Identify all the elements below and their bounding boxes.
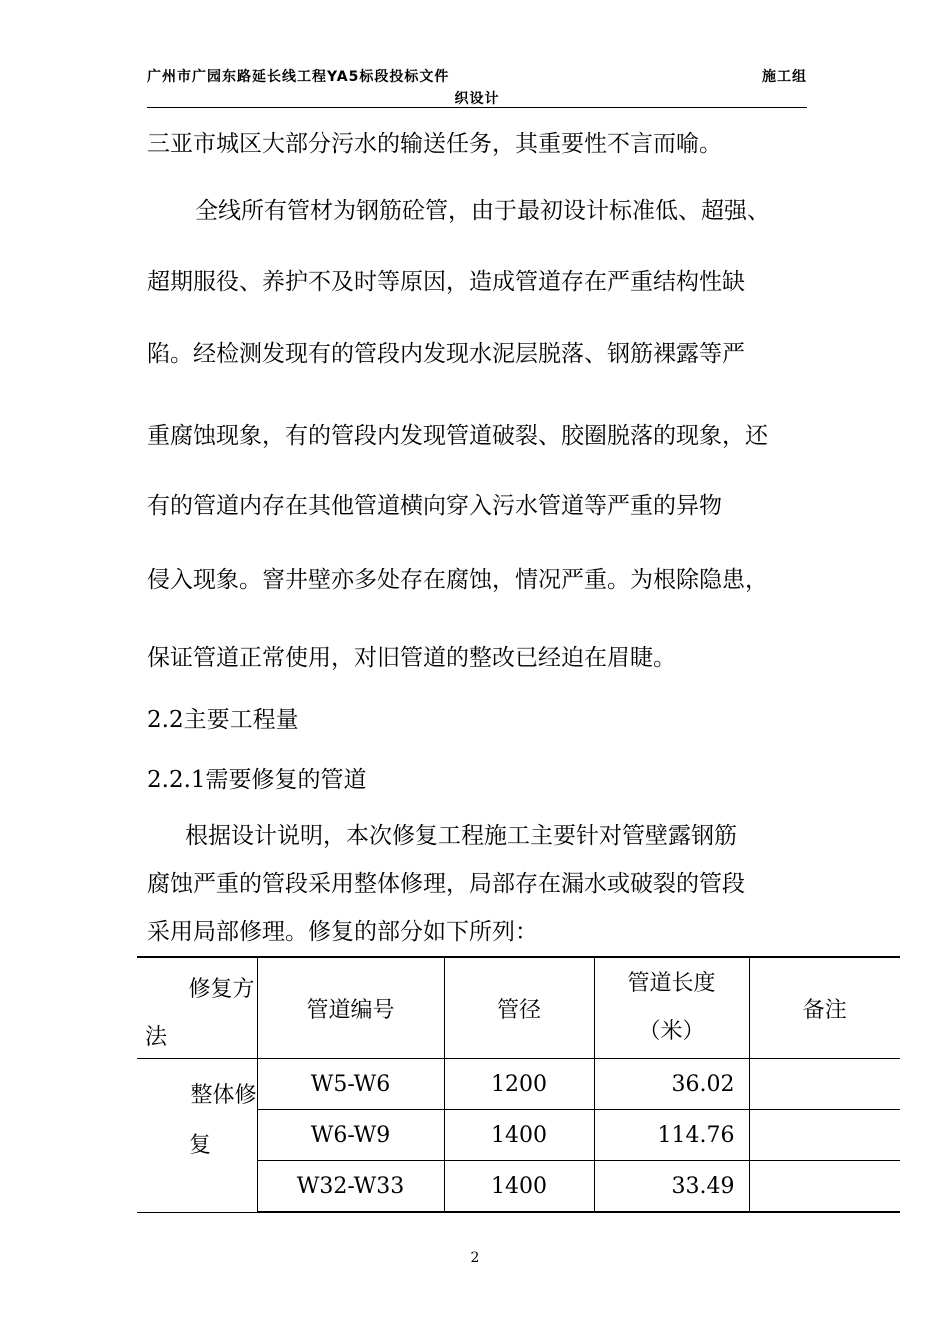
header-length-line1: 管道长度 xyxy=(627,971,716,996)
body-line-2: 全线所有管材为钢筋砼管，由于最初设计标准低、超强、 xyxy=(195,198,770,224)
header-method-line1: 修复方 xyxy=(188,977,255,1002)
intro-line-3: 采用局部修理。修复的部分如下所列： xyxy=(147,919,538,945)
header-method xyxy=(137,957,257,1059)
remark-cell xyxy=(749,1059,900,1110)
method-line1: 整体修 xyxy=(190,1083,257,1108)
pipe-id-cell: W5-W6 xyxy=(257,1059,444,1110)
repair-pipes-table xyxy=(137,956,900,1213)
intro-line-2: 腐蚀严重的管段采用整体修理，局部存在漏水或破裂的管段 xyxy=(147,871,745,897)
header-title-right: 施工组 xyxy=(762,69,807,85)
method-cell xyxy=(137,1059,257,1213)
body-line-1: 三亚市城区大部分污水的输送任务，其重要性不言而喻。 xyxy=(147,131,722,157)
method-line2: 复 xyxy=(189,1133,212,1158)
length-cell: 36.02 xyxy=(594,1059,749,1110)
header-remark: 备注 xyxy=(749,957,900,1059)
diameter-cell: 1200 xyxy=(444,1059,594,1110)
body-line-3: 超期服役、养护不及时等原因，造成管道存在严重结构性缺 xyxy=(147,269,745,295)
header-length xyxy=(594,957,749,1059)
body-line-6: 有的管道内存在其他管道横向穿入污水管道等严重的异物 xyxy=(147,493,722,519)
length-cell: 114.76 xyxy=(594,1110,749,1161)
table-header-row xyxy=(137,957,900,1059)
section-heading: 2.2主要工程量 xyxy=(147,707,299,733)
header-title: 广州市广园东路延长线工程YA5标段投标文件 xyxy=(147,69,450,85)
pipe-id-cell: W6-W9 xyxy=(257,1110,444,1161)
page-number: 2 xyxy=(470,1250,480,1266)
diameter-cell: 1400 xyxy=(444,1161,594,1213)
header-pipe-id: 管道编号 xyxy=(257,957,444,1059)
header-diameter: 管径 xyxy=(444,957,594,1059)
subsection-heading: 2.2.1需要修复的管道 xyxy=(147,767,367,793)
body-line-5: 重腐蚀现象，有的管段内发现管道破裂、胶圈脱落的现象，还 xyxy=(147,423,768,449)
table-row xyxy=(137,1059,900,1110)
body-line-7: 侵入现象。窨井壁亦多处存在腐蚀，情况严重。为根除隐患， xyxy=(147,567,768,593)
length-cell: 33.49 xyxy=(594,1161,749,1213)
diameter-cell: 1400 xyxy=(444,1110,594,1161)
page-header xyxy=(147,66,807,107)
body-line-4: 陷。经检测发现有的管段内发现水泥层脱落、钢筋裸露等严 xyxy=(147,341,745,367)
header-method-line2: 法 xyxy=(145,1025,168,1050)
intro-line-1: 根据设计说明，本次修复工程施工主要针对管壁露钢筋 xyxy=(185,823,737,849)
header-title-continued: 织设计 xyxy=(454,91,500,107)
body-line-8: 保证管道正常使用，对旧管道的整改已经迫在眉睫。 xyxy=(147,645,676,671)
header-divider xyxy=(147,107,807,108)
pipe-id-cell: W32-W33 xyxy=(257,1161,444,1213)
header-length-line2: （米） xyxy=(638,1019,705,1044)
remark-cell xyxy=(749,1110,900,1161)
remark-cell xyxy=(749,1161,900,1213)
